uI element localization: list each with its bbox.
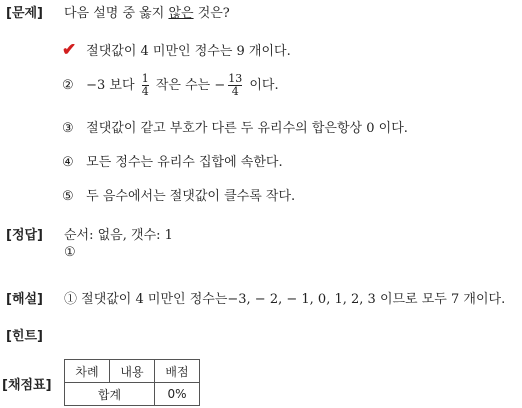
option-1-text: 절댓값이 4 미만인 정수는 9 개이다. [86, 44, 291, 59]
option-3-number: ③ [62, 121, 74, 136]
table-header-row [65, 360, 200, 383]
section-label-scoring: [채점표] [2, 378, 52, 393]
question-post: 것은? [193, 6, 230, 21]
option-2-text-mid: 작은 수는 − [155, 78, 226, 93]
fraction-numerator: 13 [228, 72, 243, 86]
fraction-thirteen-quarters [228, 73, 242, 97]
table-header-cell: 내용 [110, 360, 155, 383]
option-2-text-pre: −3 보다 [86, 78, 135, 93]
explanation-text: ① 절댓값이 4 미만인 정수는−3, − 2, − 1, 0, 1, 2, 3 이므로 모두 7 개이다. [64, 292, 506, 307]
option-4[interactable] [62, 151, 283, 170]
section-label-explanation: [해설] [6, 292, 43, 307]
fraction-denominator: 4 [141, 85, 149, 98]
question-text [64, 2, 230, 21]
section-label-hint: [힌트] [6, 329, 43, 344]
option-5-text: 두 음수에서는 절댓값이 클수록 작다. [86, 189, 296, 204]
table-total-row [65, 383, 200, 406]
option-5[interactable] [62, 185, 295, 204]
scoring-table [64, 359, 200, 406]
fraction-one-quarter [142, 73, 149, 97]
table-header-cell: 배점 [155, 360, 200, 383]
section-label-problem: [문제] [6, 6, 43, 21]
option-2[interactable] [62, 71, 279, 101]
answer-line-2: ① [64, 245, 76, 260]
fraction-numerator: 1 [141, 72, 149, 86]
option-3[interactable] [62, 117, 408, 136]
option-4-text: 모든 정수는 유리수 집합에 속한다. [86, 155, 283, 170]
question-underlined: 않은 [168, 6, 194, 21]
option-4-number: ④ [62, 155, 74, 170]
option-1[interactable] [62, 40, 291, 60]
option-5-number: ⑤ [62, 189, 74, 204]
table-total-label: 합계 [65, 383, 155, 406]
option-2-number: ② [62, 78, 74, 93]
option-3-text: 절댓값이 같고 부호가 다른 두 유리수의 합은항상 0 이다. [86, 121, 408, 136]
section-label-answer: [정답] [6, 228, 43, 243]
question-pre: 다음 설명 중 옳지 [64, 6, 169, 21]
option-2-text-post: 이다. [249, 78, 279, 93]
check-mark-icon: ✔ [62, 40, 77, 60]
table-total-value: 0% [155, 383, 200, 406]
table-header-cell: 차례 [65, 360, 110, 383]
fraction-denominator: 4 [231, 85, 239, 98]
answer-line-1: 순서: 없음, 갯수: 1 [64, 228, 173, 243]
